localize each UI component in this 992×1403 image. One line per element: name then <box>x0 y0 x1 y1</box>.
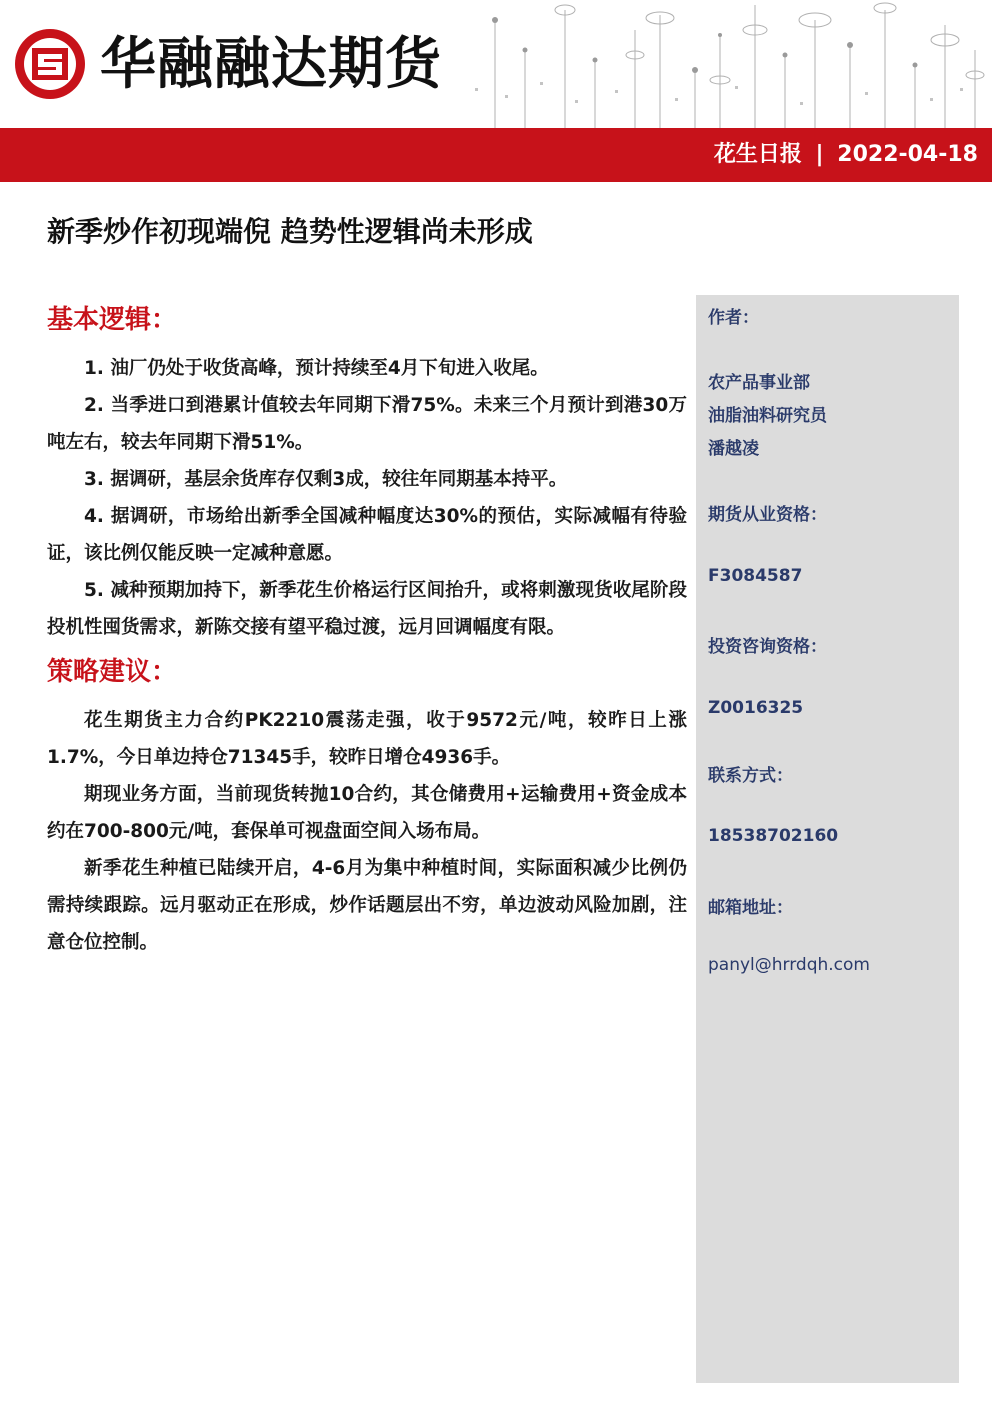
author-role: 油脂油料研究员 <box>708 406 827 426</box>
logic-item: 4. 据调研，市场给出新季全国减种幅度达30%的预估，实际减幅有待验证，该比例仅能反映一定减种意愿。 <box>47 506 687 564</box>
strategy-heading: 策略建议： <box>47 657 178 687</box>
report-title: 新季炒作初现端倪 趋势性逻辑尚未形成 <box>47 215 533 248</box>
logic-item: 3. 据调研，基层余货库存仅剩3成，较往年同期基本持平。 <box>84 469 568 490</box>
report-banner <box>0 128 992 182</box>
logic-item: 2. 当季进口到港累计值较去年同期下滑75%。未来三个月预计到港30万吨左右，较去年同期下滑51%。 <box>47 395 687 453</box>
author-dept: 农产品事业部 <box>708 373 810 393</box>
company-seal-icon <box>12 26 88 102</box>
author-name: 潘越凌 <box>708 439 759 459</box>
contact-label: 联系方式： <box>708 766 793 786</box>
advisory-qualification-label: 投资咨询资格： <box>708 637 827 657</box>
strategy-item: 新季花生种植已陆续开启，4-6月为集中种植时间，实际面积减少比例仍需持续跟踪。远月驱动正在形成，炒作话题层出不穷，单边波动风险加剧，注意仓位控制。 <box>47 858 687 953</box>
report-type: 花生日报 <box>713 142 802 167</box>
author-sidebar <box>696 295 959 1383</box>
strategy-item: 花生期货主力合约PK2210震荡走强，收于9572元/吨，较昨日上涨1.7%，今日单边持仓71345手，较昨日增仓4936手。 <box>47 710 687 768</box>
email-label: 邮箱地址： <box>708 898 793 918</box>
logic-item: 1. 油厂仍处于收货高峰，预计持续至4月下旬进入收尾。 <box>84 358 549 379</box>
advisory-qualification-id: Z0016325 <box>708 698 804 718</box>
report-date: 2022-04-18 <box>837 142 978 167</box>
author-label: 作者： <box>708 308 759 328</box>
main-content <box>47 300 687 961</box>
contact-phone: 18538702160 <box>708 826 839 846</box>
decorative-pattern <box>455 0 992 128</box>
email-address[interactable]: panyl@hrrdqh.com <box>708 955 870 975</box>
company-name: 华融融达期货 <box>100 31 442 97</box>
basic-logic-heading: 基本逻辑： <box>47 305 178 335</box>
futures-qualification-id: F3084587 <box>708 566 803 586</box>
futures-qualification-label: 期货从业资格： <box>708 505 827 525</box>
report-meta <box>714 128 978 182</box>
strategy-item: 期现业务方面，当前现货转抛10合约，其仓储费用+运输费用+资金成本约在700-800元/吨，套保单可视盘面空间入场布局。 <box>47 784 687 842</box>
logic-item: 5. 减种预期加持下，新季花生价格运行区间抬升，或将刺激现货收尾阶段投机性囤货需求，新陈交接有望平稳过渡，远月回调幅度有限。 <box>47 580 687 638</box>
report-header <box>0 0 992 130</box>
meta-separator: | <box>815 142 824 167</box>
